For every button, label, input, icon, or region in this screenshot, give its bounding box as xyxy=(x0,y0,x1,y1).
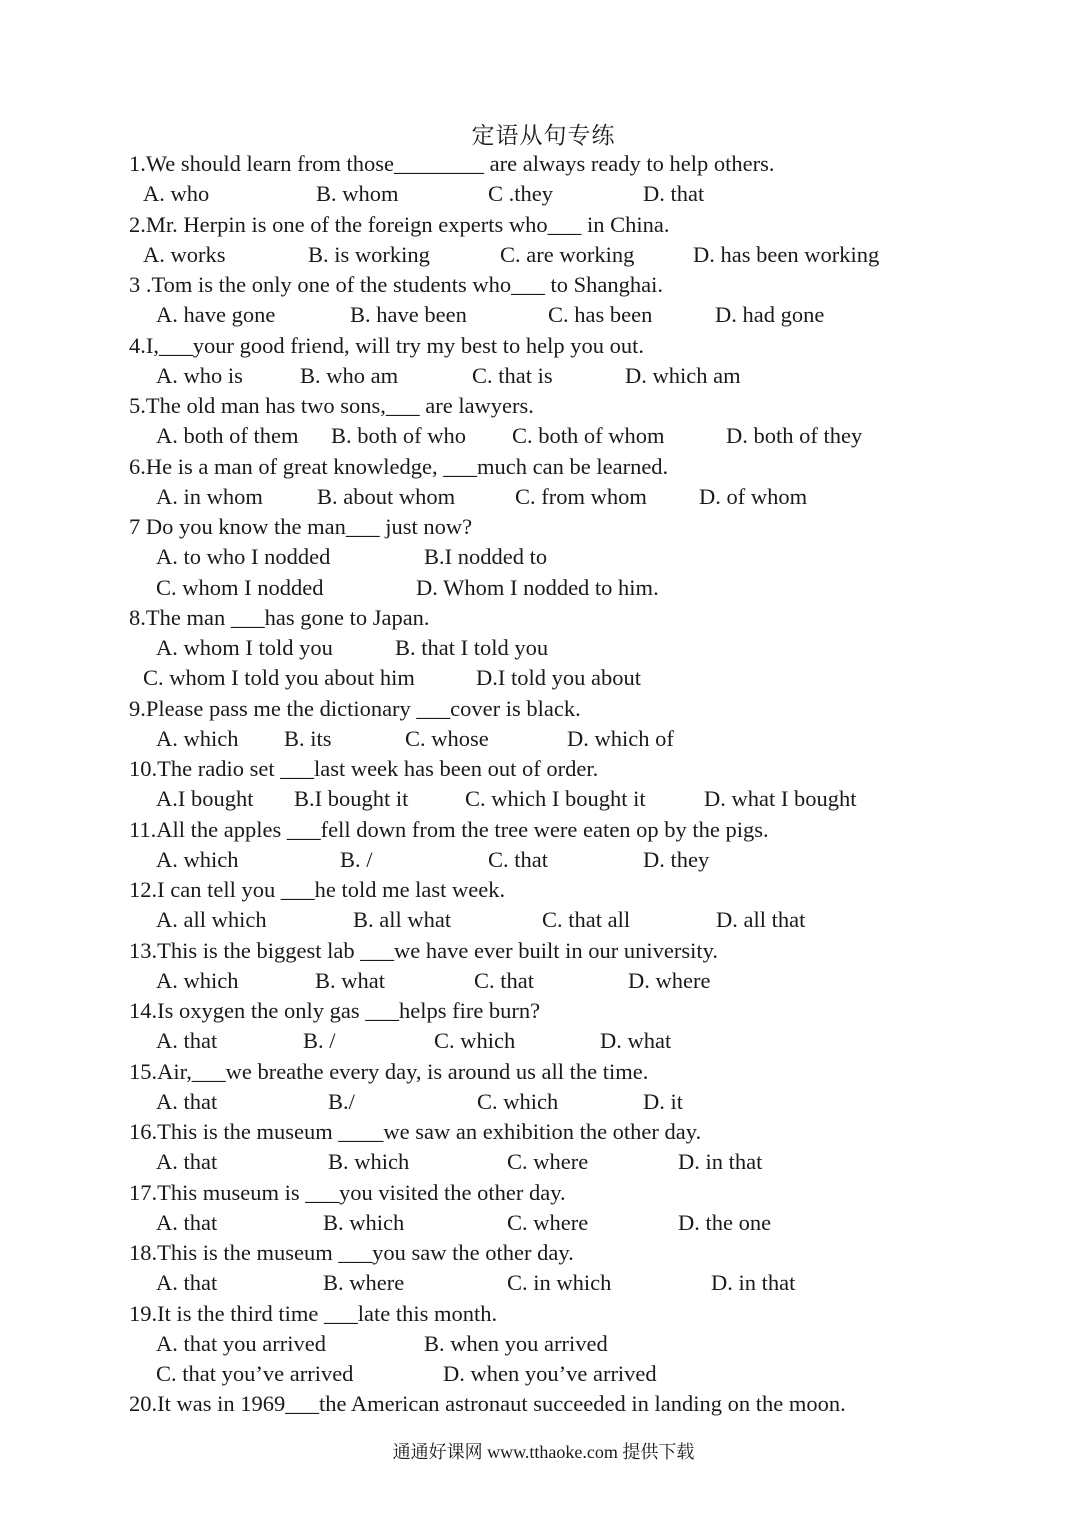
answer-option: A. which xyxy=(156,967,239,993)
question-stem: 18.This is the museum ___you saw the other day. xyxy=(129,1240,574,1265)
answer-option: A. in whom xyxy=(156,483,263,509)
option-row xyxy=(129,633,1049,663)
answer-option: C. whom I nodded xyxy=(156,574,324,600)
question-stem: 3 .Tom is the only one of the students who___ to Shanghai. xyxy=(129,272,664,297)
answer-option: D. that xyxy=(643,181,705,207)
question-stem: 16.This is the museum ____we saw an exhibition the other day. xyxy=(129,1119,702,1144)
answer-option: D.I told you about xyxy=(476,665,641,691)
question-stem: 20.It was in 1969___the American astronaut succeeded in landing on the moon. xyxy=(129,1391,846,1417)
option-row xyxy=(129,1268,1049,1298)
answer-option: D. had gone xyxy=(715,302,825,328)
answer-option: D. in that xyxy=(678,1149,763,1175)
answer-option: D. which of xyxy=(567,725,674,751)
answer-option: B. all what xyxy=(353,907,452,933)
answer-option: D. all that xyxy=(716,907,806,933)
answer-option: A. all which xyxy=(156,907,267,933)
answer-option: C. whose xyxy=(405,725,489,751)
answer-option: C. that all xyxy=(542,907,631,933)
question-stem: 14.Is oxygen the only gas ___helps fire burn? xyxy=(129,998,541,1023)
answer-option: C. has been xyxy=(548,302,653,328)
answer-option: C. which I bought it xyxy=(465,786,646,812)
option-row xyxy=(129,361,1049,391)
answer-option: A.I bought xyxy=(156,786,254,812)
page-footer: 通通好课网 www.tthaoke.com 提供下载 xyxy=(392,1442,695,1462)
option-row xyxy=(129,845,1049,875)
answer-option: B.I nodded to xyxy=(424,544,548,570)
question-stem: 11.All the apples ___fell down from the tree were eaten op by the pigs. xyxy=(129,816,769,842)
answer-option: B. whom xyxy=(316,181,399,207)
answer-option: D. they xyxy=(643,846,710,872)
question-stem: 12.I can tell you ___he told me last week. xyxy=(129,877,506,902)
answer-option: C. where xyxy=(507,1209,589,1235)
answer-option: C. from whom xyxy=(515,483,647,509)
answer-option: B. when you arrived xyxy=(424,1330,608,1356)
question-list xyxy=(129,149,1049,1420)
answer-option: C. that is xyxy=(472,362,553,388)
answer-option: C. in which xyxy=(507,1270,612,1296)
answer-option: A. works xyxy=(143,241,226,267)
question-stem: 13.This is the biggest lab ___we have ever built in our university. xyxy=(129,937,719,963)
question-stem: 19.It is the third time ___late this month. xyxy=(129,1300,498,1326)
option-row xyxy=(129,240,1049,270)
question-stem: 17.This museum is ___you visited the other day. xyxy=(129,1179,566,1205)
option-row xyxy=(129,1208,1049,1238)
answer-option: B. about whom xyxy=(317,483,456,509)
option-row xyxy=(129,1329,1049,1359)
answer-option: B. / xyxy=(340,846,373,872)
option-row xyxy=(129,542,1049,572)
question-stem: 10.The radio set ___last week has been out of order. xyxy=(129,756,599,781)
question-stem: 8.The man ___has gone to Japan. xyxy=(129,604,430,630)
answer-option: D. which am xyxy=(625,362,741,388)
answer-option: D. where xyxy=(628,967,711,993)
question-stem: 1.We should learn from those________ are always ready to help others. xyxy=(129,151,775,176)
answer-option: C. that xyxy=(488,846,548,872)
question-stem: 2.Mr. Herpin is one of the foreign experts who___ in China. xyxy=(129,211,670,237)
answer-option: B.I bought it xyxy=(294,786,409,812)
answer-option: D. has been working xyxy=(693,241,880,267)
answer-option: D. in that xyxy=(711,1270,796,1296)
option-row xyxy=(129,663,1049,693)
option-row xyxy=(129,784,1049,814)
answer-option: D. what xyxy=(600,1028,672,1054)
option-row xyxy=(129,179,1049,209)
answer-option: B. that I told you xyxy=(395,635,549,660)
answer-option: B. what xyxy=(315,967,385,993)
answer-option: A. whom I told you xyxy=(156,635,333,660)
answer-option: A. who xyxy=(143,181,210,207)
answer-option: A. that xyxy=(156,1270,218,1296)
option-row xyxy=(129,1147,1049,1177)
answer-option: D. it xyxy=(643,1088,684,1114)
option-row xyxy=(129,966,1049,996)
answer-option: A. which xyxy=(156,846,239,872)
answer-option: C. which xyxy=(434,1028,516,1054)
answer-option: C. are working xyxy=(500,241,635,267)
answer-option: A. which xyxy=(156,725,239,751)
answer-option: C. that xyxy=(474,967,534,993)
answer-option: D. Whom I nodded to him. xyxy=(416,574,659,600)
option-row xyxy=(129,1087,1049,1117)
answer-option: C. whom I told you about him xyxy=(143,665,415,691)
answer-option: D. the one xyxy=(678,1209,772,1235)
answer-option: B. have been xyxy=(350,302,467,328)
option-row xyxy=(129,905,1049,935)
answer-option: A. that xyxy=(156,1209,218,1235)
answer-option: B. which xyxy=(328,1149,410,1175)
answer-option: D. what I bought xyxy=(704,786,857,812)
answer-option: B. both of who xyxy=(331,423,466,449)
answer-option: D. when you’ve arrived xyxy=(443,1361,657,1386)
answer-option: A. both of them xyxy=(156,423,299,449)
answer-option: A. that xyxy=(156,1028,218,1054)
answer-option: B./ xyxy=(328,1088,355,1114)
answer-option: B. its xyxy=(284,725,332,751)
answer-option: D. of whom xyxy=(699,483,808,509)
option-row xyxy=(129,1359,1049,1389)
question-stem: 7 Do you know the man___ just now? xyxy=(129,514,473,539)
answer-option: A. that xyxy=(156,1088,218,1114)
answer-option: B. is working xyxy=(308,241,430,267)
answer-option: B. which xyxy=(323,1209,405,1235)
question-stem: 5.The old man has two sons,___ are lawyers. xyxy=(129,393,534,418)
question-stem: 6.He is a man of great knowledge, ___much can be learned. xyxy=(129,453,669,479)
option-row xyxy=(129,300,1049,330)
answer-option: C .they xyxy=(488,181,553,207)
answer-option: B. who am xyxy=(300,362,399,388)
answer-option: C. where xyxy=(507,1149,589,1175)
option-row xyxy=(129,724,1049,754)
answer-option: A. that xyxy=(156,1149,218,1175)
answer-option: C. both of whom xyxy=(512,423,665,449)
answer-option: A. that you arrived xyxy=(156,1330,326,1356)
question-stem: 4.I,___your good friend, will try my best to help you out. xyxy=(129,332,644,358)
option-row xyxy=(129,421,1049,451)
answer-option: A. to who I nodded xyxy=(156,544,331,570)
question-stem: 15.Air,___we breathe every day, is around us all the time. xyxy=(129,1058,649,1084)
option-row xyxy=(129,573,1049,603)
answer-option: B. where xyxy=(323,1270,405,1296)
answer-option: B. / xyxy=(303,1028,336,1054)
answer-option: A. have gone xyxy=(156,302,276,328)
answer-option: A. who is xyxy=(156,362,243,388)
option-row xyxy=(129,1026,1049,1056)
option-row xyxy=(129,482,1049,512)
answer-option: D. both of they xyxy=(726,423,863,449)
answer-option: C. which xyxy=(477,1088,559,1114)
page-title: 定语从句专练 xyxy=(471,123,616,148)
answer-option: C. that you’ve arrived xyxy=(156,1361,354,1386)
question-stem: 9.Please pass me the dictionary ___cover is black. xyxy=(129,695,581,721)
